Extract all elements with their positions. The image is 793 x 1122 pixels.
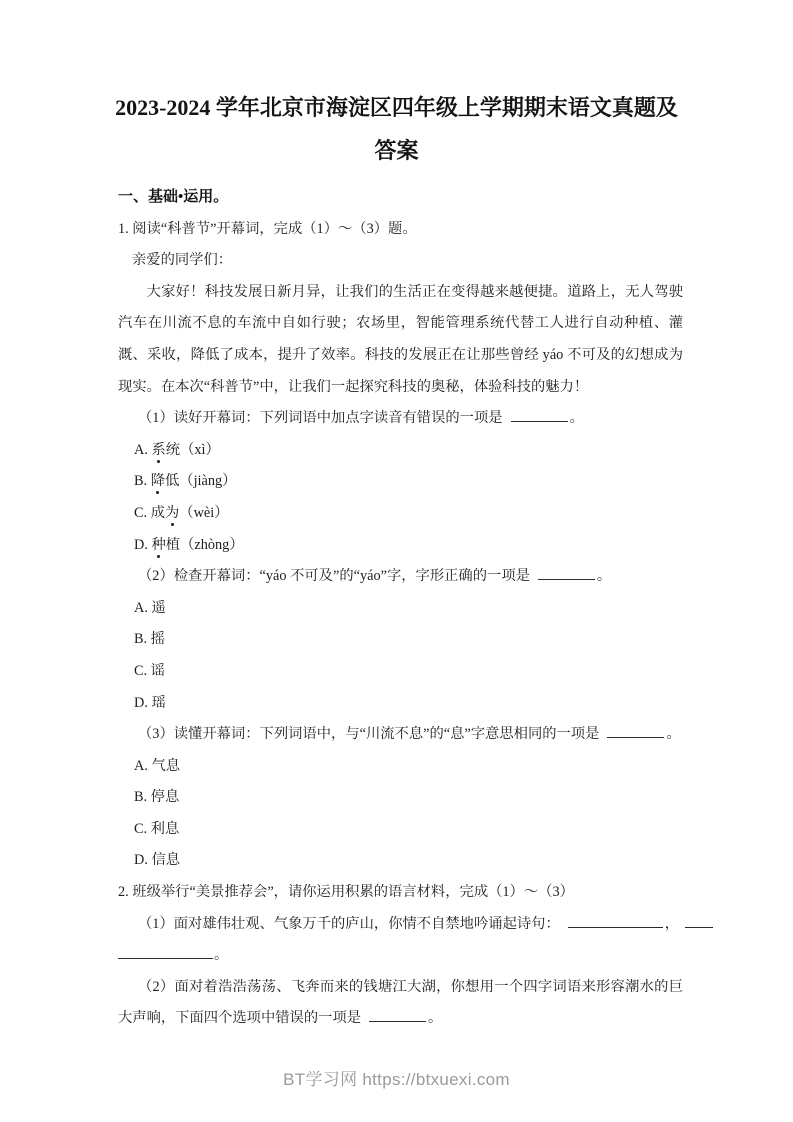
dotted-character: 种: [151, 536, 166, 553]
q2-sub1-text: （1）面对雄伟壮观、气象万千的庐山，你情不自禁地吟诵起诗句：: [138, 915, 560, 932]
page-title-line1: 2023-2024 学年北京市海淀区四年级上学期期末语文真题及: [115, 95, 678, 120]
q1-sub1-text: （1）读好开幕词：下列词语中加点字读音有错误的一项是: [138, 410, 503, 427]
answer-blank-q1-2: [538, 564, 595, 580]
q1-salutation: 亲爱的同学们：: [132, 252, 233, 269]
q2-sub1-comma: ，: [664, 915, 680, 932]
q2-sub2-stem: [118, 972, 683, 1035]
q2-sub1-period: 。: [214, 947, 229, 964]
q1-sub1-period: 。: [569, 410, 584, 427]
question-1-stem: 1. 阅读“科普节”开幕词，完成（1）～（3）题。: [118, 220, 417, 237]
option-pinyin: 统（xì）: [165, 441, 220, 458]
footer-site-link[interactable]: BT学习网 https://btxuexi.com: [283, 1070, 510, 1089]
dotted-character: 降: [150, 473, 165, 490]
option-letter: B.: [134, 473, 151, 490]
q1-sub3-period: 。: [666, 726, 681, 743]
option-pinyin: 植（zhòng）: [165, 536, 244, 553]
q1-sub1-option-d: [118, 530, 683, 562]
q1-sub1-option-a: [118, 435, 683, 467]
q1-sub3-text: （3）读懂开幕词：下列词语中，与“川流不息”的“息”字意思相同的一项是: [138, 726, 600, 743]
section-heading: 一、基础•运用。: [118, 189, 229, 205]
answer-blank-q2-1a: [568, 912, 663, 928]
q1-sub2-option-d: D. 瑶: [134, 694, 166, 711]
q1-sub1-option-c: [118, 498, 683, 530]
q1-sub1-option-b: [118, 466, 683, 498]
q1-sub3-option-c: C. 利息: [134, 820, 180, 837]
q1-sub2-option-b: B. 摇: [134, 631, 165, 648]
dotted-character: 为: [164, 504, 180, 521]
q1-sub2-option-a: A. 遥: [134, 599, 166, 616]
question-2-stem: 2. 班级举行“美景推荐会”，请你运用积累的语言材料，完成（1）～（3）: [118, 884, 574, 901]
option-letter: D.: [134, 536, 152, 553]
q1-opening-speech-paragraph: 大家好！科技发展日新月异，让我们的生活正在变得越来越便捷。道路上，无人驾驶汽车在川流不息的车流中自如行驶；农场里，智能管理系统代替工人进行自动种植、灌溉、采收，降低了成本，提升了效率。科技的发展正在让那些曾经 yáo 不可及的幻想成为现实。在本次“科普节”中，让我们一起探究科技的奥秘，体验科技的魅力！: [118, 283, 683, 395]
dotted-character: 系: [151, 441, 166, 458]
q2-sub2-period: 。: [428, 1010, 443, 1027]
option-text: 成: [150, 504, 165, 521]
q1-sub3-option-b: B. 停息: [134, 789, 180, 806]
q1-sub2-option-c: C. 谣: [134, 662, 165, 679]
answer-blank-q2-1b-start: [685, 912, 713, 928]
page-title: [0, 0, 793, 172]
q1-sub2-stem: [118, 561, 683, 593]
q2-sub1-stem-line2: [118, 940, 683, 972]
q1-sub2-text: （2）检查开幕词：“yáo 不可及”的“yáo”字，字形正确的一项是: [138, 568, 530, 585]
option-letter: A.: [134, 441, 152, 458]
q1-sub3-stem: [118, 719, 683, 751]
q2-sub2-text: （2）面对着浩浩荡荡、飞奔而来的钱塘江大湖，你想用一个四字词语来形容潮水的巨大声响，下面四个选项中错误的一项是: [118, 978, 683, 1027]
q1-sub2-period: 。: [596, 568, 612, 585]
answer-blank-q1-3: [607, 722, 664, 738]
q2-sub1-stem-line1: [118, 909, 683, 941]
answer-blank-q2-1b-continued: [118, 943, 213, 959]
option-pinyin: 低（jiàng）: [164, 473, 237, 490]
answer-blank-q1-1: [511, 406, 568, 422]
option-letter: C.: [134, 504, 151, 521]
exam-content: [0, 182, 793, 1035]
answer-blank-q2-2: [369, 1006, 426, 1022]
q1-sub3-option-d: D. 信息: [134, 852, 181, 869]
q1-sub1-stem: [118, 403, 683, 435]
page-title-line2: 答案: [374, 138, 419, 163]
q1-sub3-option-a: A. 气息: [134, 757, 181, 774]
site-footer: [0, 1069, 793, 1091]
option-pinyin: （wèi）: [179, 504, 229, 521]
